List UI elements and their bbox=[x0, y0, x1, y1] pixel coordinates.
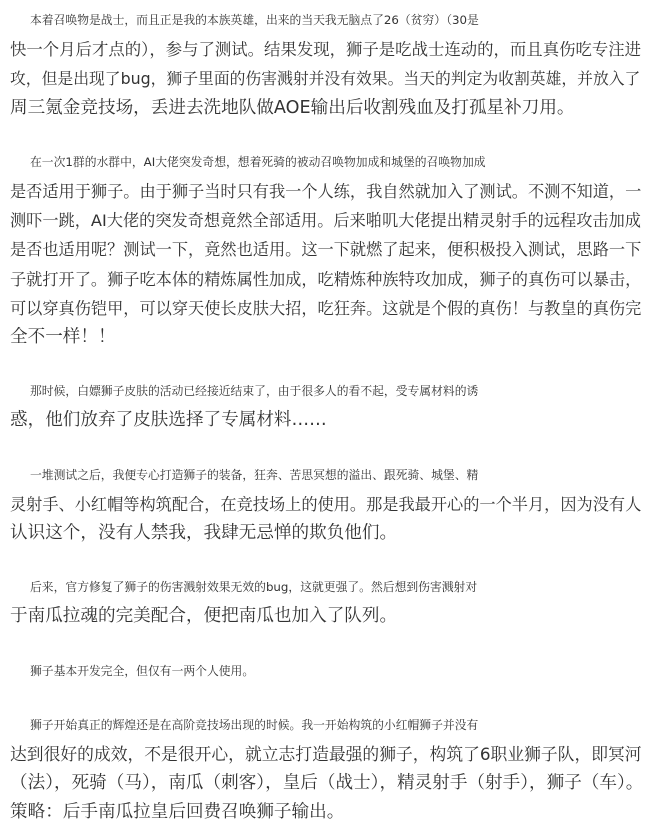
article-paragraph bbox=[10, 711, 647, 828]
paragraph-line: 那时候，白嫖狮子皮肤的活动已经接近结束了，由于很多人的看不起，受专属材料的诱 bbox=[30, 384, 479, 399]
paragraph-line: 周三氪金竞技场，丢进去洗地队做AOE输出后收割残血及打孤星补刀用。 bbox=[10, 97, 575, 118]
paragraph-line: 本着召唤物是战士，而且正是我的本族英雄，出来的当天我无脑点了26（贫穷）（30是 bbox=[30, 13, 479, 27]
paragraph-line: 是否也适用呢？测试一下，竟然也适用。这一下就燃了起来，便积极投入测试，思路一下 bbox=[10, 240, 642, 260]
paragraph-line: 攻，但是出现了bug，狮子里面的伤害溅射并没有效果。当天的判定为收割英雄，并放入了 bbox=[10, 69, 641, 89]
paragraph-line: （法），死骑（马），南瓜（刺客），皇后（战士），精灵射手（射手），狮子（车）。 bbox=[10, 773, 644, 794]
article-paragraph bbox=[10, 148, 647, 352]
paragraph-line: 后来，官方修复了狮子的伤害溅射效果无效的bug，这就更强了。然后想到伤害溅射对 bbox=[30, 580, 478, 595]
paragraph-line: 于南瓜拉魂的完美配合，便把南瓜也加入了队列。 bbox=[10, 606, 398, 627]
article-paragraph bbox=[10, 377, 647, 435]
paragraph-line: 狮子开始真正的辉煌还是在高阶竞技场出现的时候。我一开始构筑的小红帽狮子并没有 bbox=[30, 717, 479, 732]
paragraph-line: 认识这个，没有人禁我，我肆无忌惮的欺负他们。 bbox=[10, 523, 398, 544]
paragraph-line: 快一个月后才点的），参与了测试。结果发现，狮子是吃战士连动的，而且真伤吃专注进 bbox=[10, 40, 642, 60]
paragraph-line: 是否适用于狮子。由于狮子当时只有我一个人练，我自然就加入了测试。不测不知道，一 bbox=[10, 182, 642, 202]
paragraph-line: 测吓一跳，AI大佬的突发奇想竟然全部适用。后来啪叽大佬提出精灵射手的远程攻击加成 bbox=[10, 211, 641, 231]
article-paragraph bbox=[10, 657, 647, 686]
paragraph-line: 可以穿真伤铠甲，可以穿天使长皮肤大招，吃狂奔。这就是个假的真伤！与教皇的真伤完 bbox=[10, 298, 642, 318]
paragraph-line: 达到很好的成效，不是很开心，就立志打造最强的狮子，构筑了6职业狮子队，即冥河 bbox=[10, 744, 642, 765]
paragraph-line: 在一次1群的水群中，AI大佬突发奇想，想着死骑的被动召唤物加成和城堡的召唤物加成 bbox=[30, 154, 486, 169]
paragraph-line: 灵射手、小红帽等构筑配合，在竞技场上的使用。那是我最开心的一个半月，因为没有人 bbox=[10, 494, 642, 514]
paragraph-line: 策略：后手南瓜拉皇后回费召唤狮子输出。 bbox=[10, 802, 345, 823]
article-paragraph bbox=[10, 6, 647, 123]
paragraph-line: 惑，他们放弃了皮肤选择了专属材料…… bbox=[10, 410, 327, 431]
article-paragraph bbox=[10, 573, 647, 631]
paragraph-line: 一堆测试之后，我便专心打造狮子的装备，狂奔、苦思冥想的溢出、跟死骑、城堡、精 bbox=[30, 467, 479, 482]
paragraph-line: 子就打开了。狮子吃本体的精炼属性加成，吃精炼种族特攻加成，狮子的真伤可以暴击， bbox=[10, 269, 642, 289]
article-paragraph bbox=[10, 461, 647, 549]
paragraph-line: 狮子基本开发完全，但仅有一两个人使用。 bbox=[30, 663, 255, 678]
paragraph-line: 全不一样！！ bbox=[10, 327, 116, 348]
